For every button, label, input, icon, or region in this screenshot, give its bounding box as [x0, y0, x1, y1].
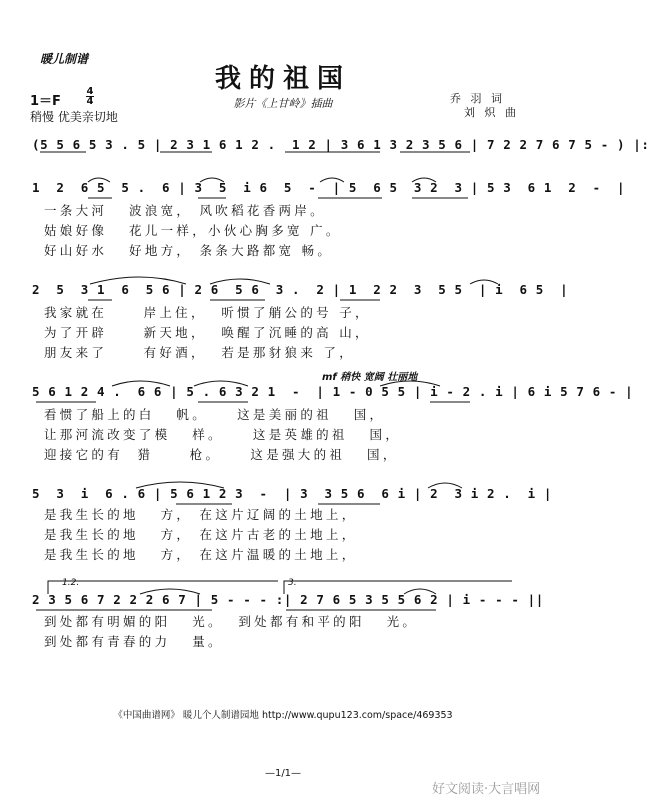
lyric-verse-3: 朋友来了 有好酒， 若是那豺狼来 了， [44, 345, 355, 360]
dynamic-marking: mf 稍快 宽阔 壮丽地 [322, 372, 418, 383]
time-signature-bottom: 4 [86, 96, 94, 107]
lyric-verse-1: 看惯了船上的白 帆。 这是美丽的祖 国， [44, 407, 386, 422]
source-footer: 《中国曲谱网》 暖儿个人制谱园地 http://www.qupu123.com/space/469353 [113, 710, 453, 721]
lyric-verse-3: 迎接它的有 猎 枪。 这是强大的祖 国， [44, 447, 399, 462]
notation-line: 5 3 i 6 . 6 | 5 6 1 2 3 - | 3 3 5 6 6 i | 2 3 i 2 . i | [32, 486, 553, 501]
lyricist-credit: 乔 羽 词 [450, 92, 505, 105]
lyric-verse-2: 让那河流改变了模 样。 这是英雄的祖 国， [44, 427, 402, 442]
lyric-verse-3: 是我生长的地 方， 在这片温暖的土地上， [44, 547, 358, 562]
notation-line: 5 6 1 2 4 . 6 6 | 5 . 6 3 2 1 - | 1 - 0 5 5 | i - 2 . i | 6 i 5 7 6 - | [32, 384, 634, 399]
lyric-verse-1: 一条大河 波浪宽， 风吹稻花香两岸。 [44, 203, 326, 218]
volta-second-ending: 3. [288, 578, 297, 588]
lyric-verse-1: 我家就在 岸上住， 听惯了艄公的号 子， [44, 305, 371, 320]
lyric-verse-3: 好山好水 好地方， 条条大路都宽 畅。 [44, 243, 334, 258]
lyric-verse-2: 是我生长的地 方， 在这片古老的土地上， [44, 527, 358, 542]
arranger-credit: 暖儿制谱 [40, 52, 89, 66]
song-title: 我的祖国 [214, 64, 351, 94]
notation-line: 2 5 3 1 6 5 6 | 2 6 5 6 3 . 2 | 1 2 2 3 5 5 | i 6 5 | [32, 282, 569, 297]
time-signature-top: 4 [86, 86, 94, 97]
notation-line: 2 3 5 6 7 2 2 2 6 7 | 5 - - - :| 2 7 6 5 3 5 5 6 2 | i - - - || [32, 592, 544, 607]
song-subtitle: 影片《上甘岭》插曲 [233, 97, 333, 110]
lyric-verse-1: 是我生长的地 方， 在这片辽阔的土地上， [44, 507, 358, 522]
notation-line: 1 2 6 5 5 . 6 | 3 5 i 6 5 - | 5 6 5 3 2 3 | 5 3 6 1 2 - | [32, 180, 626, 195]
lyric-verse-1: 到处都有明媚的阳 光。 到处都有和平的阳 光。 [44, 614, 419, 629]
lyric-verse-2: 到处都有青春的力 量。 [44, 634, 224, 649]
volta-first-ending: 1.2. [62, 578, 80, 588]
tempo-marking: 稍慢 优美亲切地 [30, 110, 118, 124]
notation-line: (5 5 6 5 3 . 5 | 2 3 1 6 1 2 . 1 2 | 3 6 1 3 2 3 5 6 | 7 2 2 7 6 7 5 - ) |: [32, 137, 650, 152]
page-number: —1/1— [264, 768, 302, 779]
lyric-verse-2: 为了开辟 新天地， 唤醒了沉睡的高 山， [44, 325, 371, 340]
lyric-verse-2: 姑娘好像 花儿一样，小伙心胸多宽 广。 [44, 223, 342, 238]
composer-credit: 刘 炽 曲 [464, 106, 519, 119]
site-watermark: 好文阅读·大言唱网 [432, 782, 541, 797]
key-signature: 1＝F [30, 94, 61, 109]
